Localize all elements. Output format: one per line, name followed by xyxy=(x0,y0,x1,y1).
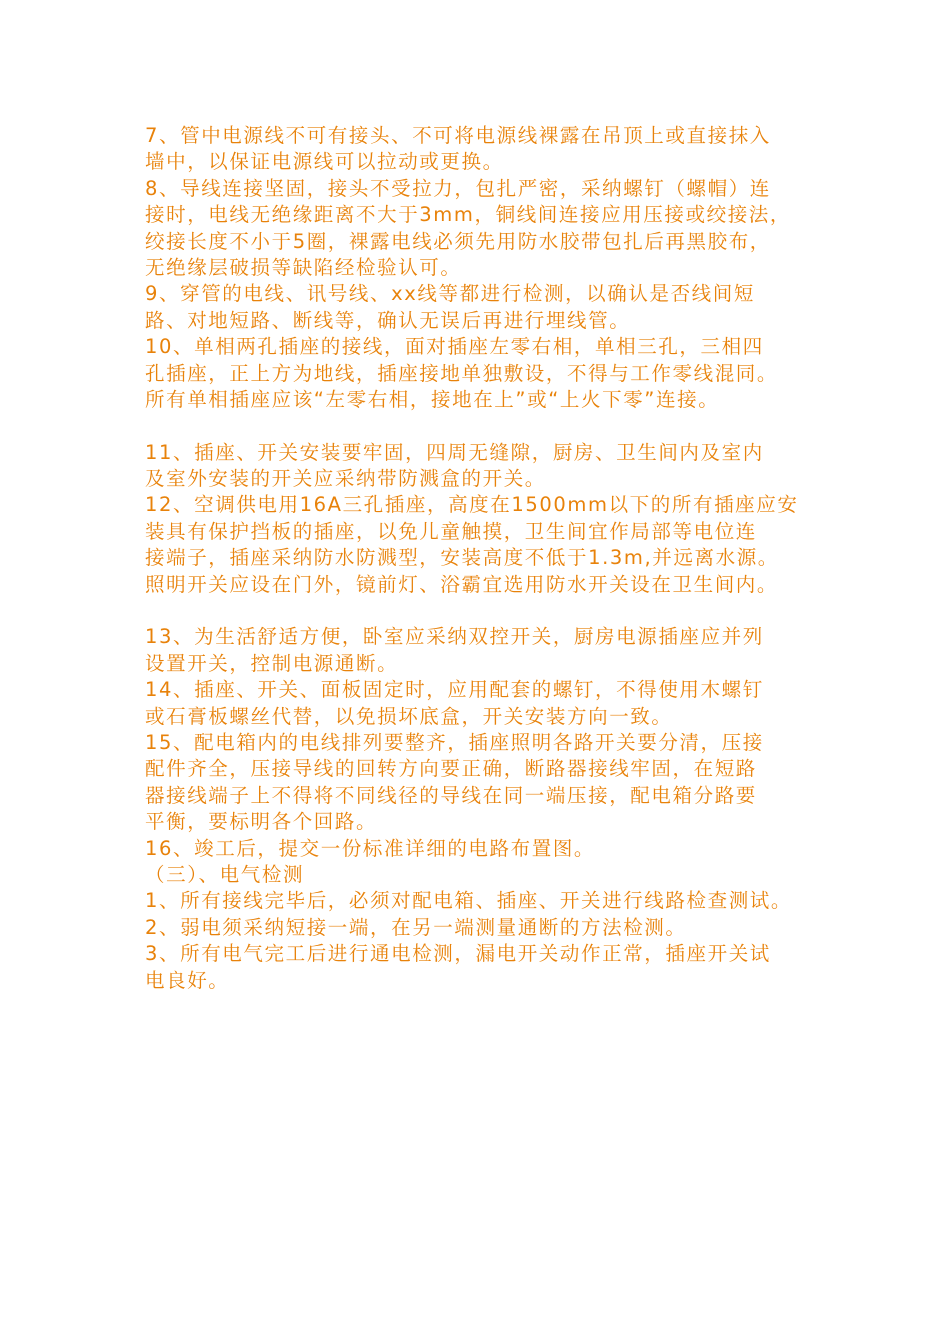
text-line: 电良好。 xyxy=(145,968,230,992)
text-line: 接时，电线无绝缘距离不大于3mm，铜线间连接应用压接或绞接法， xyxy=(145,203,791,227)
text-line: 1、所有接线完毕后，必须对配电箱、插座、开关进行线路检查测试。 xyxy=(145,889,793,913)
text-line: 12、空调供电用16A三孔插座，高度在1500mm以下的所有插座应安 xyxy=(145,493,799,517)
blank-line xyxy=(145,598,825,624)
text-line: 及室外安装的开关应采纳带防溅盒的开关。 xyxy=(145,467,546,491)
text-line: 设置开关，控制电源通断。 xyxy=(145,651,399,675)
document-body xyxy=(145,123,825,994)
section-heading: （三）、电气检测 xyxy=(145,862,305,886)
text-line: 无绝缘层破损等缺陷经检验认可。 xyxy=(145,255,462,279)
text-line: 配件齐全，压接导线的回转方向要正确，断路器接线牢固，在短路 xyxy=(145,757,757,781)
text-line: 11、插座、开关安装要牢固，四周无缝隙，厨房、卫生间内及室内 xyxy=(145,440,764,464)
text-line: 8、导线连接坚固，接头不受拉力，包扎严密，采纳螺钉（螺帽）连 xyxy=(145,176,771,200)
text-line: 所有单相插座应该“左零右相，接地在上”或“上火下零”连接。 xyxy=(145,387,720,411)
blank-line xyxy=(145,413,825,439)
text-line: 或石膏板螺丝代替，以免损坏底盒，开关安装方向一致。 xyxy=(145,704,673,728)
text-line: 照明开关应设在门外，镜前灯、浴霸宜选用防水开关设在卫生间内。 xyxy=(145,572,779,596)
text-line: 2、弱电须采纳短接一端，在另一端测量通断的方法检测。 xyxy=(145,915,687,939)
text-line: 7、管中电源线不可有接头、不可将电源线裸露在吊顶上或直接抹入 xyxy=(145,124,771,147)
text-line: 平衡，要标明各个回路。 xyxy=(145,810,378,834)
text-line: 路、对地短路、断线等，确认无误后再进行埋线管。 xyxy=(145,308,631,332)
text-line: 绞接长度不小于5圈，裸露电线必须先用防水胶带包扎后再黑胶布， xyxy=(145,229,771,253)
text-line: 接端子，插座采纳防水防溅型，安装高度不低于1.3m,并远离水源。 xyxy=(145,546,779,570)
text-line: 10、单相两孔插座的接线，面对插座左零右相，单相三孔，三相四 xyxy=(145,335,764,359)
text-line: 9、穿管的电线、讯号线、xx线等都进行检测，以确认是否线间短 xyxy=(145,282,755,306)
text-line: 孔插座，正上方为地线，插座接地单独敷设，不得与工作零线混同。 xyxy=(145,361,779,385)
text-line: 13、为生活舒适方便，卧室应采纳双控开关，厨房电源插座应并列 xyxy=(145,625,764,649)
text-line: 14、插座、开关、面板固定时，应用配套的螺钉，不得使用木螺钉 xyxy=(145,678,764,702)
text-line: 16、竣工后，提交一份标准详细的电路布置图。 xyxy=(145,836,596,860)
text-line: 器接线端子上不得将不同线径的导线在同一端压接，配电箱分路要 xyxy=(145,783,757,807)
text-line: 墙中，以保证电源线可以拉动或更换。 xyxy=(145,150,504,174)
text-line: 装具有保护挡板的插座，以免儿童触摸，卫生间宜作局部等电位连 xyxy=(145,519,757,543)
text-line: 15、配电箱内的电线排列要整齐，插座照明各路开关要分清，压接 xyxy=(145,730,764,754)
text-line: 3、所有电气完工后进行通电检测，漏电开关动作正常，插座开关试 xyxy=(145,942,771,966)
